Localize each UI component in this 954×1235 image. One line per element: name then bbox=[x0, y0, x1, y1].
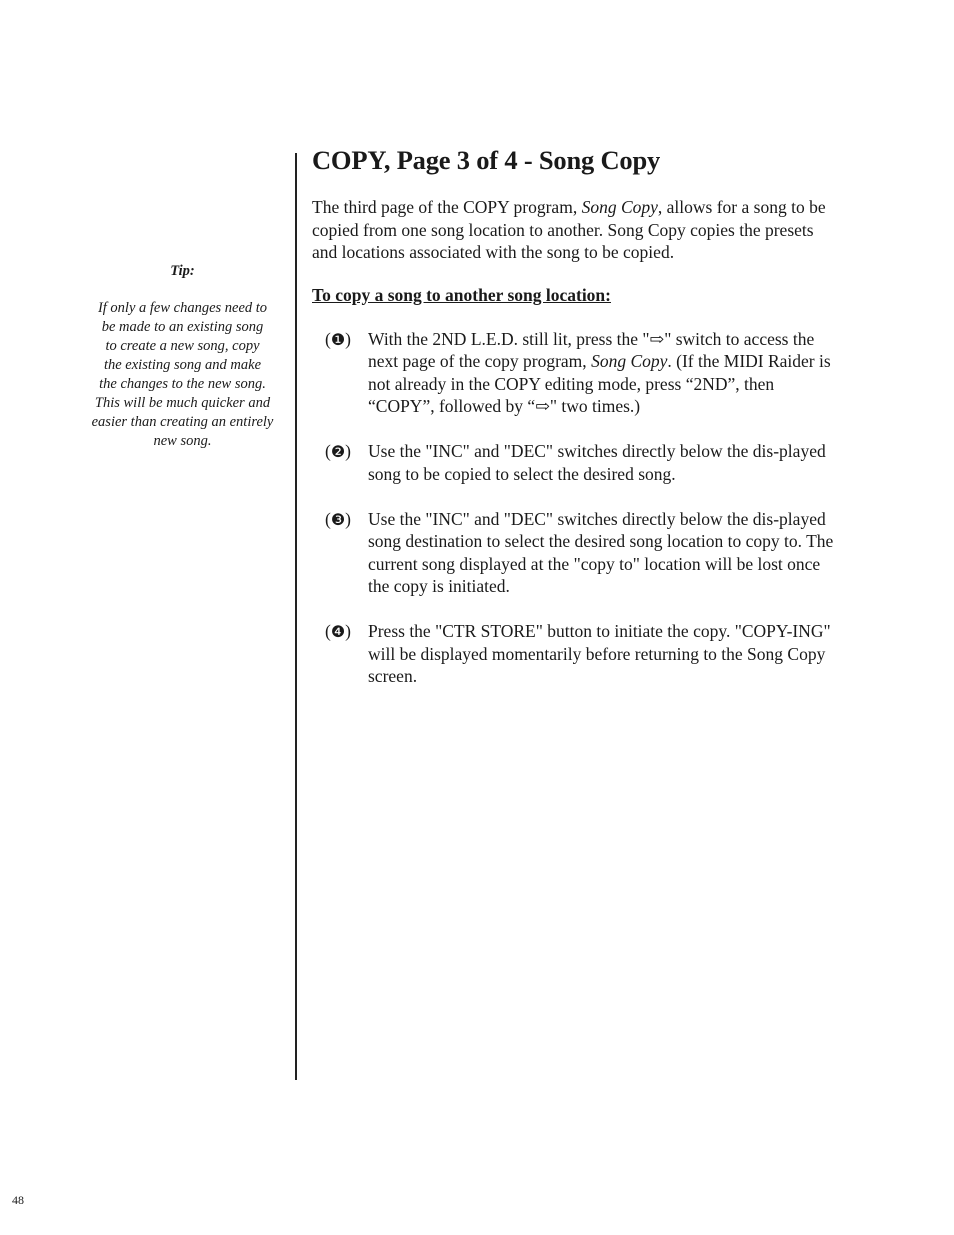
step-number: (❸) bbox=[325, 508, 351, 529]
intro-text-cont: , allows for a song to be copied from one song location to another. Song Copy copies the presets and locations associated with the song to be copied. bbox=[312, 197, 826, 262]
intro-paragraph bbox=[312, 196, 842, 264]
section-heading: To copy a song to another song location: bbox=[312, 284, 611, 305]
page-title: COPY, Page 3 of 4 - Song Copy bbox=[312, 145, 661, 175]
step-item bbox=[325, 620, 842, 688]
step-number: (❶) bbox=[325, 328, 351, 349]
step-number: (❹) bbox=[325, 621, 351, 641]
step-text: Use the "INC" and "DEC" switches directly below the dis-played song destination to select the desired song location to copy to. The current song displayed at the "copy to" location will be lost once the copy is initiated. bbox=[368, 508, 834, 596]
tip-sidebar bbox=[80, 262, 285, 451]
tip-line: the existing song and make bbox=[103, 357, 262, 373]
intro-text: The third page of the COPY program, bbox=[312, 197, 582, 217]
tip-line: be made to an existing song bbox=[101, 319, 264, 335]
tip-line: easier than creating an entirely bbox=[91, 414, 274, 430]
tip-line: This will be much quicker and bbox=[94, 395, 271, 411]
step-item bbox=[325, 440, 842, 485]
main-content bbox=[312, 145, 842, 710]
steps-list bbox=[325, 328, 842, 688]
tip-text bbox=[80, 299, 285, 451]
step-text: With the 2ND L.E.D. still lit, press the "⇨" switch to access the next page of the copy program, Song Copy. (If the MIDI Raider is not already in the COPY editing mode, press “2ND”, then “COPY”, followed by “⇨" two times.) bbox=[368, 328, 831, 416]
vertical-divider bbox=[295, 153, 297, 1080]
tip-line: new song. bbox=[153, 433, 212, 449]
step-text: Use the "INC" and "DEC" switches directly below the dis-played song to be copied to select the desired song. bbox=[368, 441, 826, 484]
tip-title: Tip: bbox=[170, 263, 195, 279]
tip-line: to create a new song, copy bbox=[105, 338, 260, 354]
tip-line: the changes to the new song. bbox=[99, 376, 266, 392]
step-item bbox=[325, 508, 842, 598]
step-number: (❷) bbox=[325, 441, 351, 461]
step-item bbox=[325, 328, 842, 418]
step-text: Press the "CTR STORE" button to initiate the copy. "COPY-ING" will be displayed momentarily before returning to the Song Copy screen. bbox=[368, 621, 831, 686]
intro-italic: Song Copy bbox=[581, 197, 658, 217]
page-number: 48 bbox=[12, 1193, 24, 1207]
tip-line: If only a few changes need to bbox=[97, 300, 268, 316]
